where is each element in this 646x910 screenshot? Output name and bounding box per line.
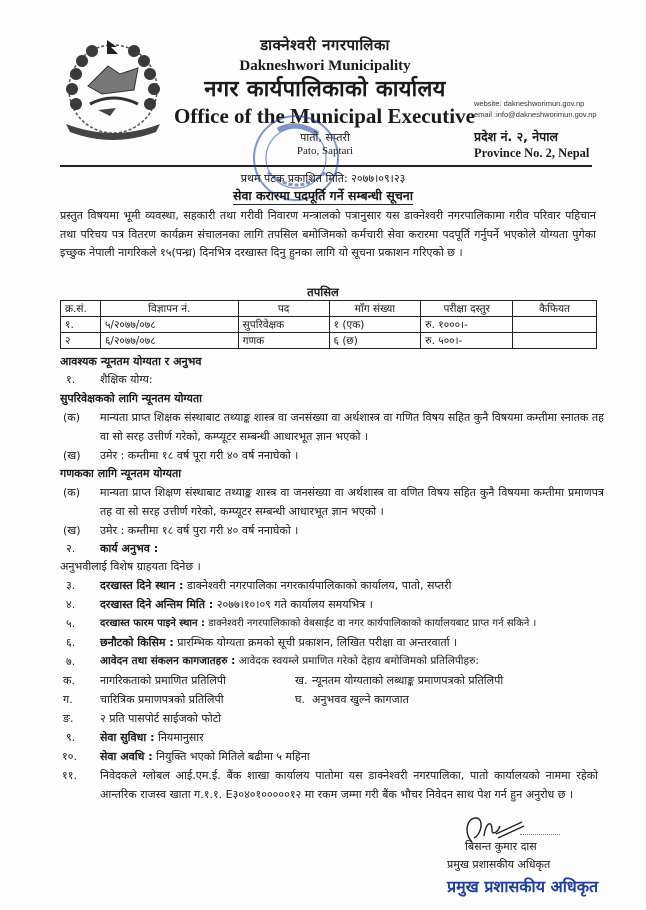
contact-block: [474, 98, 644, 161]
col-ad-no: विज्ञापन नं.: [100, 301, 238, 317]
province-np: प्रदेश नं. २, नेपाल: [474, 129, 558, 144]
notice-title-text: सेवा करारमा पदपूर्ति गर्ने सम्बन्धी सूचना: [233, 188, 413, 203]
cell-remarks: [513, 333, 597, 349]
item1-label: शैक्षिक योग्य:: [100, 373, 153, 386]
enumerator-kha-text: उमेर : कम्तीमा १८ वर्ष पुरा गरी ४० वर्ष ननाघेको ।: [100, 524, 299, 537]
section-text: [100, 635, 457, 650]
section-number: ४.: [66, 598, 76, 611]
cell-ad-no: ५/२०७७/०७८: [100, 317, 238, 333]
municipality-name-np: डाक्नेश्वरी नगरपालिका: [260, 36, 390, 54]
item11-number: ११.: [62, 769, 77, 782]
letterhead: [174, 36, 475, 158]
enumerator-heading: गणकका लागि न्यूनतम योग्यता: [60, 467, 182, 480]
table-row: [61, 333, 597, 349]
section-value: नियुक्ति भएको मितिले बढीमा ५ महिना: [152, 750, 310, 763]
signature-line: [520, 834, 560, 835]
cell-post: गणक: [238, 333, 329, 349]
doc-label: घ.: [295, 693, 305, 706]
doc-text: अनुभवव खुल्ने कागजात: [312, 693, 409, 706]
supervisor-ka-text: मान्यता प्राप्त शिक्षक संस्थाबाट तथ्याङ्क शास्त्र वा जनसंख्या वा अर्थशास्त्र वा गणित विषय सहित कुनै विषयमा कम्तीमा स्नातक तह वा सो सरह उत्तीर्ण गरेको, कम्प्यूटर सम्बन्धी आधारभूत ज्ञान भएको ।: [100, 411, 604, 443]
tapsil-title: तपसिल: [307, 285, 339, 299]
province-en: Province No. 2, Nepal: [474, 146, 590, 160]
supervisor-kha-text: उमेर : कम्तीमा १८ वर्ष पूरा गरी ४० वर्ष ननाघेको ।: [100, 449, 299, 462]
cell-serial: १.: [61, 317, 101, 333]
office-name-en: Office of the Municipal Executive: [174, 104, 475, 128]
cell-fee: रु. ५००।-: [421, 333, 513, 349]
section-label: दरखास्त दिने स्थान :: [100, 579, 184, 592]
section-text: [100, 578, 451, 593]
section-value: डाक्नेश्वरी नगरपालिकाको वेबसाईट वा नगर कार्यपालिकाको कार्यालयबाट प्राप्त गर्न सकिने ।: [205, 618, 537, 629]
col-fee: परीक्षा दस्तुर: [421, 301, 513, 317]
section-label: दरखास्त फारम पाइने स्थान :: [100, 618, 206, 629]
doc-text: चारित्रिक प्रमाणपत्रको प्रतिलिपी: [100, 693, 224, 706]
vacancy-table: [60, 300, 597, 349]
cell-demand: ६ (छ): [329, 333, 421, 349]
website-text: website: dakneshworimun.gov.np: [474, 99, 585, 108]
place-en: Pato, Saptari: [296, 145, 354, 157]
section-number: ३.: [66, 579, 76, 592]
cell-remarks: [513, 317, 597, 333]
section-number: ६.: [66, 636, 76, 649]
supervisor-kha-label: (ख): [63, 449, 81, 462]
section-number: ७.: [66, 655, 76, 668]
section-text: [100, 749, 310, 764]
supervisor-heading: सुपरिवेक्षकको लागि न्यूनतम योग्यता: [60, 392, 203, 405]
qualifications-heading: आवश्यक न्यूनतम योग्यता र अनुभव: [60, 355, 202, 368]
enumerator-ka-label: (क): [63, 486, 81, 499]
intro-paragraph: प्रस्तुत विषयमा भूमी व्यवस्था, सहकारी तथा गरीवी निवारण मन्त्रालको पत्रानुसार यस डाक्नेश्वरी नगरपालिकामा गरीव परिवार पहिचान तथा परिचय पत्र वितरण कार्यक्रम संचालनका लागि तपसिल बमोजिमको कर्मचारी सेवा करारमा पदपूर्ति गर्नुपर्ने भएकोले योग्यता पुगेका इच्छुक नेपाली नागरिकले १५(पन्ध्र) दिनभित्र दरखास्त दिनु हुनका लागि यो सूचना प्रकाशन गरिएको छ ।: [60, 209, 596, 259]
section-value: डाक्नेश्वरी नगरपालिका नगरकार्यपालिकाको कार्यालय, पातो, सप्तरी: [183, 579, 452, 592]
section-text: [100, 616, 536, 631]
section-text: [100, 730, 204, 745]
publication-date: प्रथम पटक प्रकाशित मिति: २०७७।०९।२३: [240, 172, 406, 185]
section-label: सेवा अवधि :: [100, 750, 153, 763]
signatory-role: प्रमुख प्रशासकीय अधिकृत: [447, 858, 551, 871]
cell-demand: १ (एक): [329, 317, 421, 333]
table-row: [61, 317, 597, 333]
doc-text: न्यूनतम योग्यताको लब्धाङ्क प्रमाणपत्रको प्रतिलिपी: [312, 674, 504, 687]
section-label: छनौटको किसिम :: [100, 636, 174, 649]
section-value: आवेदक स्वयम्ले प्रमाणित गरेको देहाय बमोजिमको प्रतिलिपीहरु:: [235, 655, 479, 667]
notice-title: [0, 188, 646, 204]
col-serial: क्र.सं.: [61, 301, 101, 317]
section-number: ५.: [66, 617, 76, 630]
signatory-name: बिसन्त कुमार दास: [465, 840, 537, 853]
doc-label: ख.: [295, 674, 308, 687]
section-number: ९.: [66, 731, 76, 744]
doc-label: क.: [63, 674, 75, 687]
enumerator-kha-label: (ख): [63, 524, 81, 537]
cell-fee: रु. १०००।-: [421, 317, 513, 333]
supervisor-ka-label: (क): [63, 411, 81, 424]
col-demand: माँग संख्या: [329, 301, 421, 317]
section-label: सेवा सुविधा :: [100, 731, 155, 744]
place-np: पातो, सप्तरी: [300, 131, 350, 144]
section-label: दरखास्त दिने अन्तिम मिति :: [100, 598, 214, 611]
col-remarks: कैफियत: [513, 301, 597, 317]
section-label: आवेदन तथा संकलन कागजातहरु :: [100, 655, 236, 667]
cell-post: सुपरिवेक्षक: [238, 317, 329, 333]
designation-stamp: प्रमुख प्रशासकीय अधिकृत: [447, 877, 599, 896]
item2-number: २.: [66, 542, 76, 555]
nepal-government-emblem-icon: [58, 34, 168, 144]
cell-ad-no: ६/२०७७/०७८: [100, 333, 238, 349]
section-value: नियमानुसार: [154, 731, 204, 744]
cell-serial: २: [61, 333, 101, 349]
item1-number: १.: [66, 373, 76, 386]
table-header-row: [61, 301, 597, 317]
doc-label: ग.: [63, 693, 73, 706]
email-text: email :info@dakneshworimun.gov.np: [474, 110, 597, 119]
section-number: १०.: [62, 750, 77, 763]
col-post: पद: [238, 301, 329, 317]
doc-text: २ प्रति पासपोर्ट साईजको फोटो: [100, 712, 222, 725]
section-value: प्रारम्भिक योग्यता क्रमको सूची प्रकाशन, लिखित परीक्षा वा अन्तरवार्ता ।: [173, 636, 458, 649]
doc-label: ङ.: [63, 712, 74, 725]
header-divider: [60, 165, 592, 167]
item2-text: अनुभवीलाई विशेष ग्राहयता दिनेछ ।: [60, 560, 201, 573]
section-value: २०७७।१०।०९ गते कार्यालय समयभित्र ।: [213, 598, 373, 611]
enumerator-ka-text: मान्यता प्राप्त शिक्षण संस्थाबाट तथ्याङ्क शास्त्र वा जनसंख्या वा अर्थशास्त्र वा वणित विषय सहित कुनै विषयमा कम्तीमा प्रमाणपत्र तह वा सो सरह उत्तीर्ण गरेको, कम्प्यूटर सम्बन्धी आधारभूत ज्ञान भएको ।: [100, 486, 604, 518]
office-name-np: नगर कार्यपालिकाको कार्यालय: [204, 77, 446, 102]
item11-text: निवेदकले ग्लोबल आई.एम.ई. बैंक शाखा कार्यालय पातोमा यस डाक्नेश्वरी नगरपालिका, पातो कार्यालयको नाममा रहेको आन्तरिक राजस्व खाता ग.१.१. E३०४०१०००००१२ मा रकम जम्मा गरी बैंक भौचर निवेदन साथ पेश गर्न हुन अनुरोध छ ।: [100, 769, 598, 801]
section-text: [100, 597, 373, 612]
doc-text: नागरिकताको प्रमाणित प्रतिलिपी: [100, 674, 226, 687]
municipality-name-en: Dakneshwori Municipality: [239, 58, 411, 74]
item2-label: कार्य अनुभव :: [100, 542, 159, 555]
section-text: [100, 654, 479, 669]
